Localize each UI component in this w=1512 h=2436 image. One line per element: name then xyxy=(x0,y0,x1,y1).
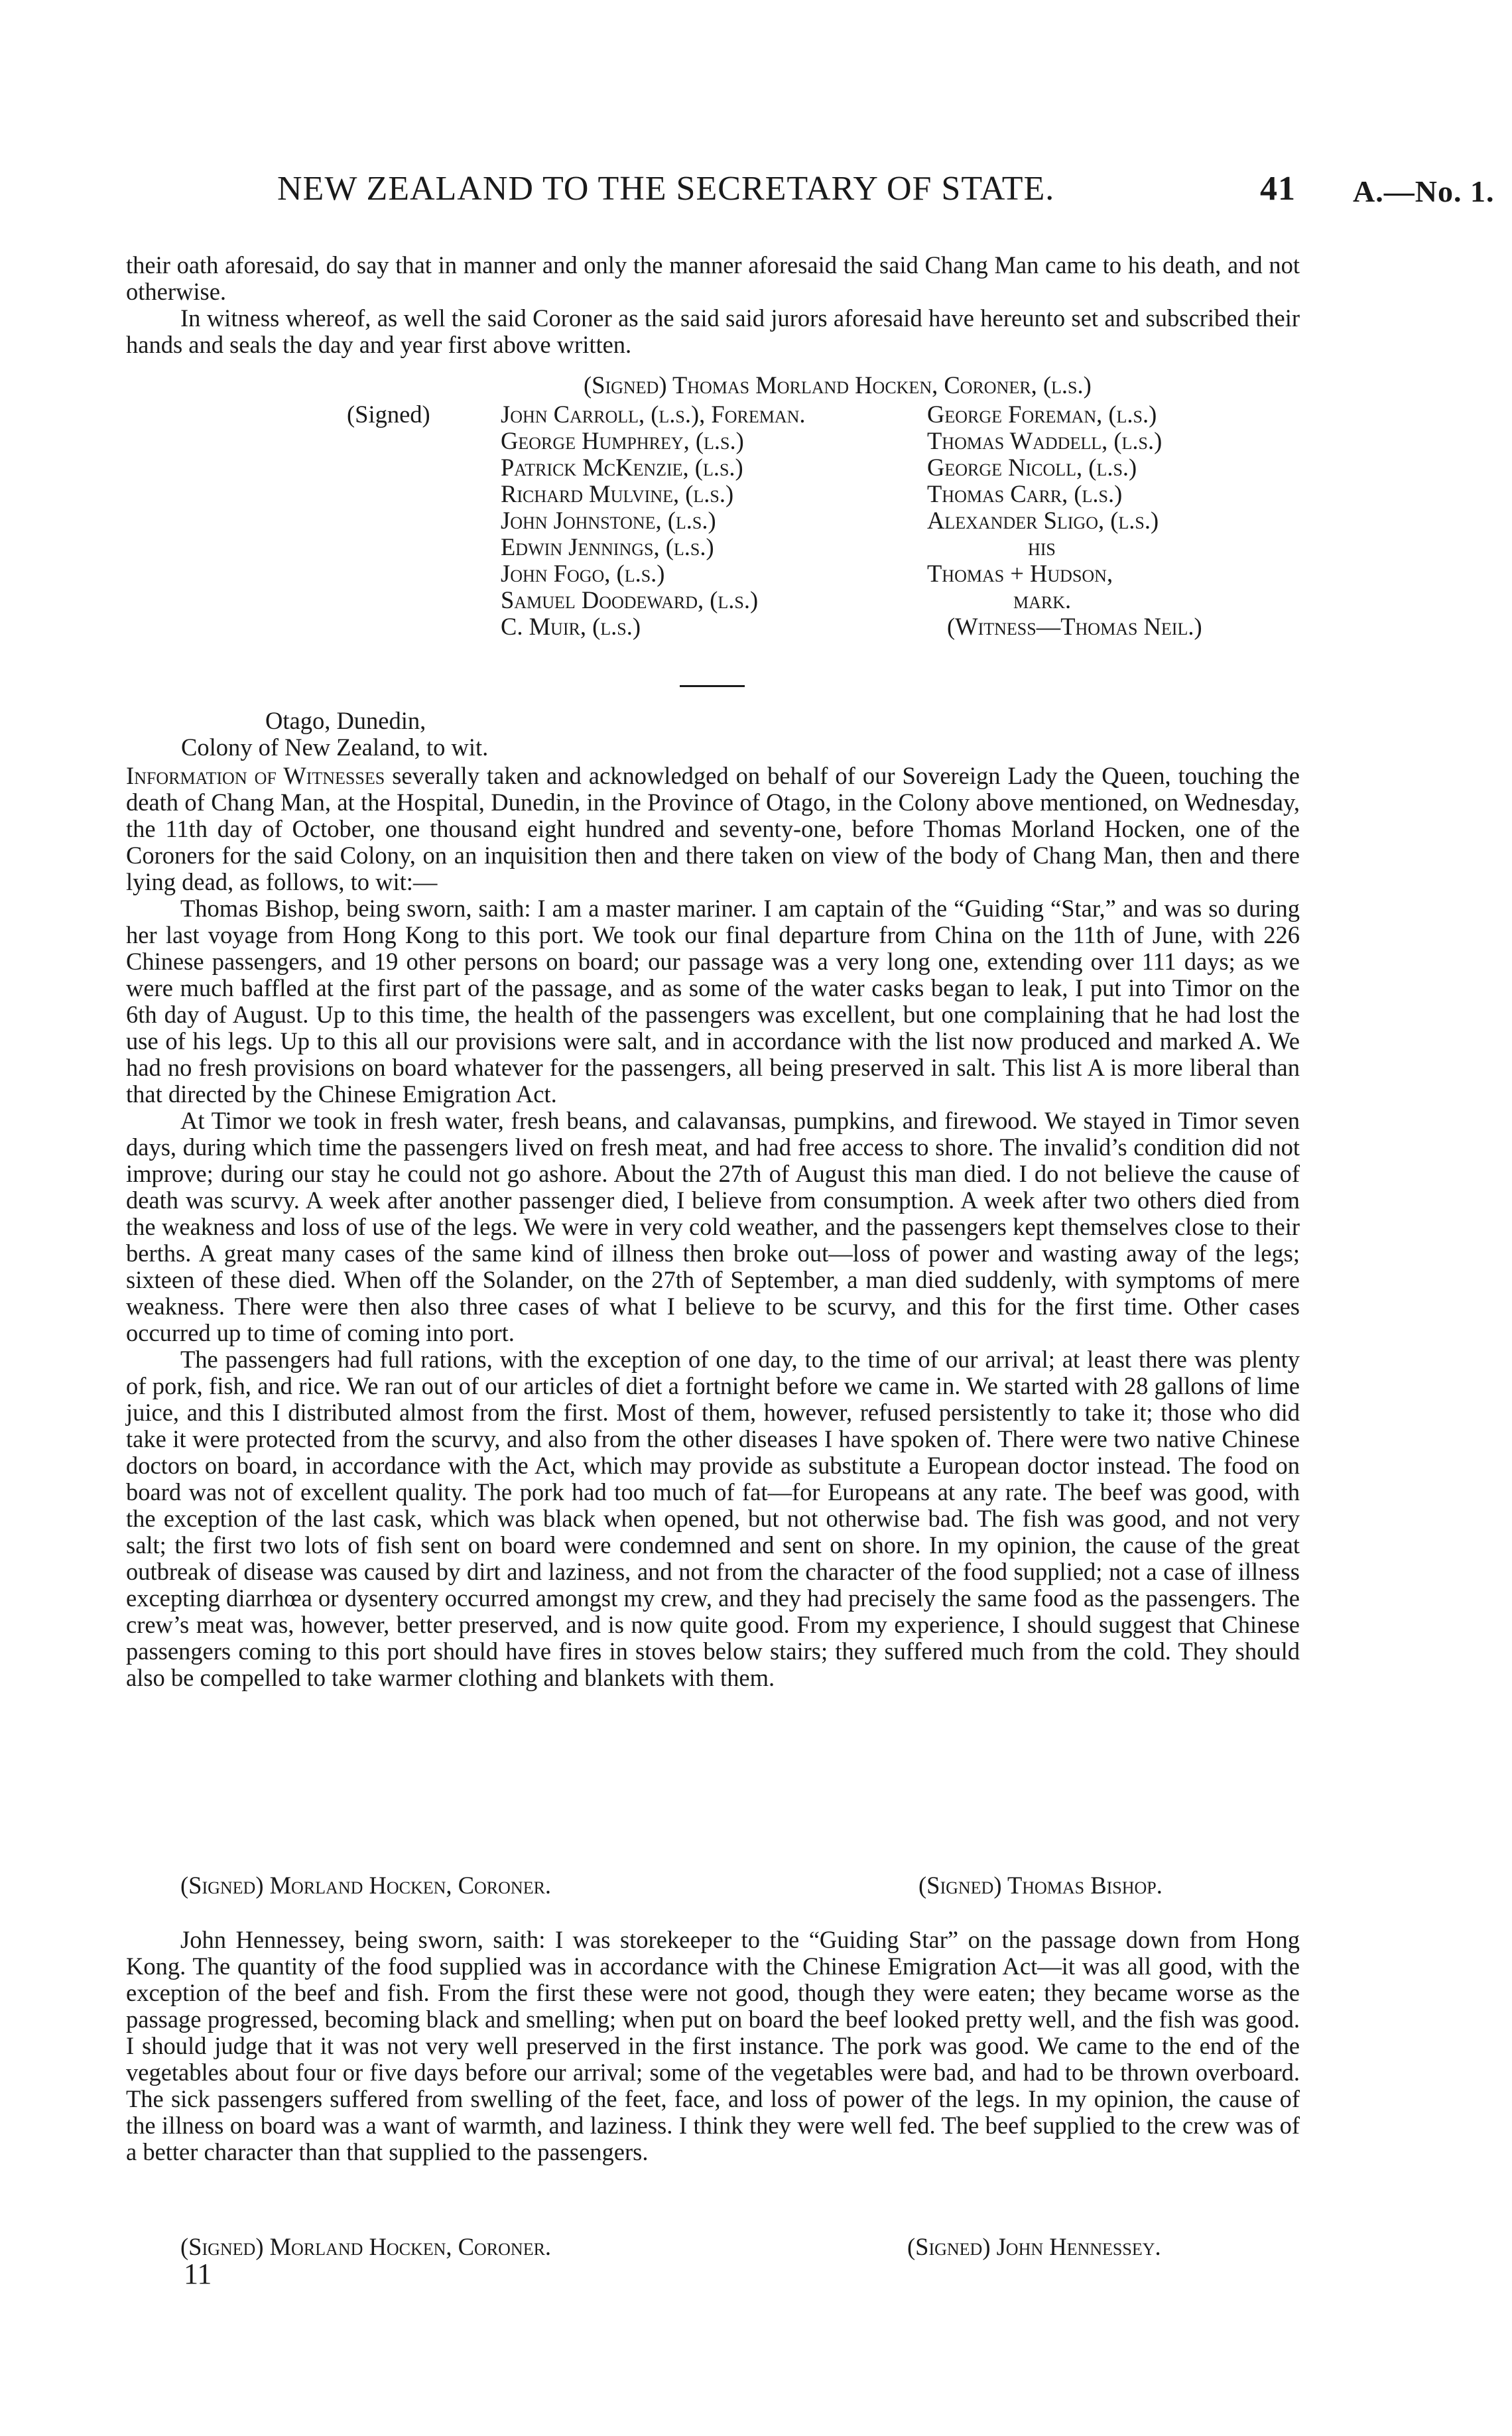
juror-name: George Humphrey, (l.s.) xyxy=(501,427,744,454)
mark-label: mark. xyxy=(1013,586,1072,613)
jurors-signed-label: (Signed) xyxy=(347,401,430,428)
juror-name: George Nicoll, (l.s.) xyxy=(927,454,1137,481)
venue-line-2: Colony of New Zealand, to wit. xyxy=(181,734,489,761)
juror-name: John Carroll, (l.s.), Foreman. xyxy=(501,401,806,428)
hennessey-paragraph: John Hennessey, being sworn, saith: I was storekeeper to the “Guiding Star” on the passage down from Hong Kong. The quantity of the food supplied was in accordance with the Chinese Emigration Act—it was all good, with the exception of the beef and fish. From the first these were not good, though they were eaten; they became worse as the passage progressed, becoming black and smelling; when put on board the beef looked pretty well, and the fish was good. I should judge that it was not very well preserved in the first instance. The pork was good. We came to the end of the vegetables about four or five days before our arrival; some of the vegetables were bad, and had to be thrown overboard. The sick passengers suffered from swelling of the feet, face, and loss of power of the legs. In my opinion, the cause of the illness on board was a want of warmth, and laziness. I think they were well fed. The beef supplied to the crew was of a better character than that supplied to the passengers. xyxy=(126,1926,1300,2165)
jurors-right-column xyxy=(927,401,1202,640)
juror-name: John Fogo, (l.s.) xyxy=(501,560,665,587)
witness-paragraph: In witness whereof, as well the said Coroner as the said said jurors aforesaid have hereunto set and subscribed their hands and seals the day and year first above written. xyxy=(126,304,1300,358)
juror-name: Samuel Doodeward, (l.s.) xyxy=(501,586,759,613)
juror-name: Patrick McKenzie, (l.s.) xyxy=(501,454,743,481)
juror-name: Richard Mulvine, (l.s.) xyxy=(501,480,734,507)
opening-section xyxy=(126,252,1300,358)
information-paragraph xyxy=(126,763,1300,895)
information-text: severally taken and acknowledged on behalf of our Sovereign Lady the Queen, touching the death of Chang Man, at the Hospital, Dunedin, in the Province of Otago, in the Colony above mentioned, on Wednesday, the 11th day of October, one thousand eight hundred and seventy-one, before Thomas Morland Hocken, one of the Coroners for the said Colony, on an inquisition then and there taken on view of the body of Chang Man, then and there lying dead, as follows, to wit:— xyxy=(126,762,1300,895)
juror-name: C. Muir, (l.s.) xyxy=(501,613,641,640)
coroner-signature-line: (Signed) Thomas Morland Hocken, Coroner, (l.s.) xyxy=(584,371,1092,399)
bishop-paragraph-1: Thomas Bishop, being sworn, saith: I am a master mariner. I am captain of the “Guiding “Star,” and was so during her last voyage from Hong Kong to this port. We took our final departure from China on the 11th of June, with 226 Chinese passengers, and 19 other persons on board; our passage was a very long one, extending over 111 days; as we were much baffled at the first part of the passage, and as some of the water casks began to leak, I put into Timor on the 6th day of August. Up to this time, the health of the passengers was excellent, but one complaining that he had lost the use of his legs. Up to this all our provisions were salt, and in accordance with the list now produced and marked A. We had no fresh provisions on board whatever for the passengers, all being preserved in salt. This list A is more liberal than that directed by the Chinese Emigration Act. xyxy=(126,895,1300,1108)
opening-paragraph: their oath aforesaid, do say that in manner and only the manner aforesaid the said Chang Man came to his death, and not otherwise. xyxy=(126,251,1300,305)
witness-note: (Witness—Thomas Neil.) xyxy=(947,613,1202,640)
bishop-paragraph-2: At Timor we took in fresh water, fresh beans, and calavansas, pumpkins, and firewood. We stayed in Timor seven days, during which time the passengers lived on fresh meat, and had free access to shore. The invalid’s condition did not improve; during our stay he could not go ashore. About the 27th of August this man died. I do not believe the cause of death was scurvy. A week after another passenger died, I believe from consumption. A week after two others died from the weakness and loss of use of the legs. We were in very cold weather, and the passengers kept themselves close to their berths. A great many cases of the same kind of illness then broke out—loss of power and wasting away of the legs; sixteen of these died. When off the Solander, on the 27th of September, a man died suddenly, with symptoms of mere weakness. There were then also three cases of what I believe to be scurvy, and this for the first time. Other cases occurred up to time of coming into port. xyxy=(126,1107,1300,1346)
printer-signature-mark: 11 xyxy=(184,2258,212,2290)
hennessey-coroner-signature: (Signed) Morland Hocken, Coroner. xyxy=(180,2233,552,2260)
juror-name: John Johnstone, (l.s.) xyxy=(501,507,716,534)
document-reference: A.—No. 1. xyxy=(1353,174,1495,208)
mark-his: his xyxy=(1028,533,1056,560)
page-number: 41 xyxy=(1260,170,1296,208)
testimony-body xyxy=(126,763,1300,1691)
information-lead: Information of Witnesses xyxy=(126,762,385,789)
juror-name: George Foreman, (l.s.) xyxy=(927,401,1157,428)
hennessey-testimony xyxy=(126,1927,1300,2165)
juror-name: Thomas + Hudson, xyxy=(927,560,1113,587)
section-divider xyxy=(680,685,745,687)
jurors-left-column xyxy=(501,401,806,640)
juror-name: Alexander Sligo, (l.s.) xyxy=(927,507,1159,534)
bishop-signature-row xyxy=(126,1872,1300,1899)
bishop-coroner-signature: (Signed) Morland Hocken, Coroner. xyxy=(180,1872,552,1899)
running-header-title: NEW ZEALAND TO THE SECRETARY OF STATE. xyxy=(277,170,1055,208)
hennessey-signature-row xyxy=(126,2234,1300,2260)
venue-line-1: Otago, Dunedin, xyxy=(265,707,426,734)
juror-name: Thomas Waddell, (l.s.) xyxy=(927,427,1163,454)
juror-name: Edwin Jennings, (l.s.) xyxy=(501,533,714,560)
bishop-witness-signature: (Signed) Thomas Bishop. xyxy=(918,1872,1163,1899)
juror-name: Thomas Carr, (l.s.) xyxy=(927,480,1123,507)
bishop-paragraph-3: The passengers had full rations, with the exception of one day, to the time of our arrival; at least there was plenty of pork, fish, and rice. We ran out of our articles of diet a fortnight before we came in. We started with 28 gallons of lime juice, and this I distributed almost from the first. Most of them, however, refused persistently to take it; those who did take it were protected from the scurvy, and also from the other diseases I have spoken of. There were two native Chinese doctors on board, in accordance with the Act, which may provide as substitute a European doctor instead. The food on board was not of excellent quality. The pork had too much of fat—for Europeans at any rate. The beef was good, with the exception of the last cask, which was black when opened, but not otherwise bad. The fish was good, and not very salt; the first two lots of fish sent on board were condemned and sent on shore. In my opinion, the cause of the great outbreak of disease was caused by dirt and laziness, and not from the character of the food supplied; not a case of illness excepting diarrhœa or dysentery occurred amongst my crew, and they had precisely the same food as the passengers. The crew’s meat was, however, better preserved, and is now quite good. From my experience, I should suggest that Chinese passengers coming to this port should have fires in stoves below stairs; they suffered much from the cold. They should also be compelled to take warmer clothing and blankets with them. xyxy=(126,1346,1300,1691)
hennessey-witness-signature: (Signed) John Hennessey. xyxy=(907,2233,1161,2260)
